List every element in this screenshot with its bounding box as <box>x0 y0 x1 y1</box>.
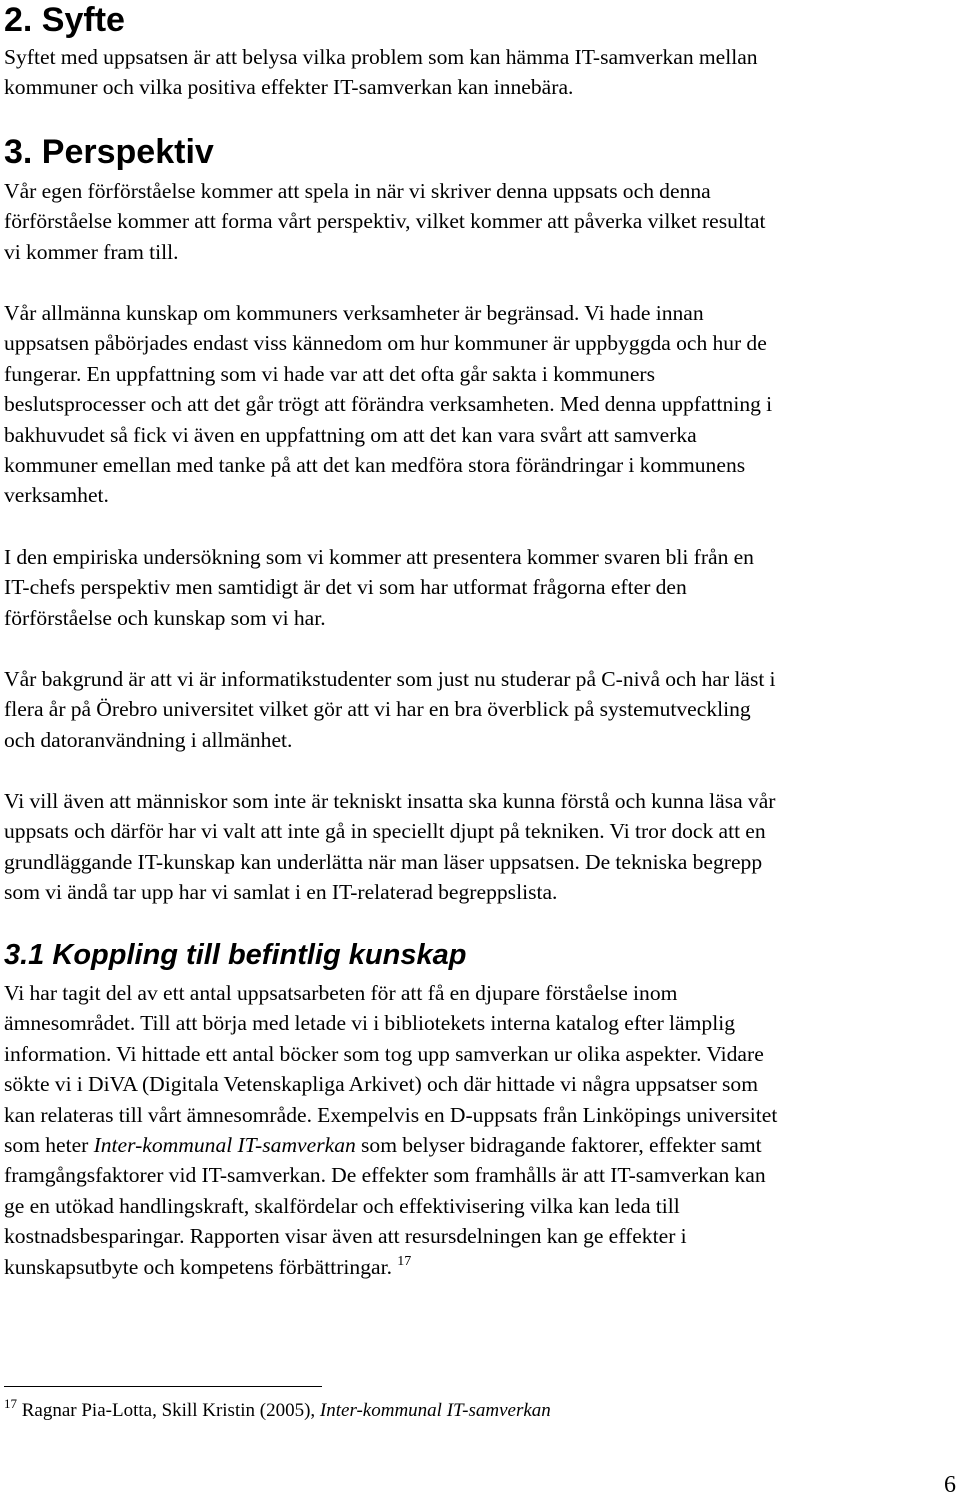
footnote-italic-title: Inter-kommunal IT-samverkan <box>319 1400 551 1421</box>
text-line: beslutsprocesser och att det går trögt att förändra verksamheten. Med denna uppfattning i <box>4 392 773 417</box>
paragraph-perspektiv-5 <box>4 786 958 908</box>
text-segment: kunskapsutbyte och kompetens förbättringar. <box>4 1254 393 1279</box>
text-line: Syftet med uppsatsen är att belysa vilka problem som kan hämma IT-samverkan mellan <box>4 45 758 69</box>
text-line: information. Vi hittade ett antal böcker som tog upp samverkan ur olika aspekter. Vidare <box>4 1041 764 1066</box>
text-line: som vi ändå tar upp har vi samlat i en IT-relaterad begreppslista. <box>4 880 558 905</box>
paragraph-syfte <box>4 42 958 103</box>
paragraph-koppling <box>4 978 958 1282</box>
text-line: Vår allmänna kunskap om kommuners verksamheter är begränsad. Vi hade innan <box>4 301 704 325</box>
text-line: framgångsfaktorer vid IT-samverkan. De effekter som framhålls är att IT-samverkan kan <box>4 1163 766 1188</box>
text-line <box>4 1130 958 1160</box>
text-line: kommuner och vilka positiva effekter IT-samverkan kan innebära. <box>4 75 574 100</box>
text-line: fungerar. En uppfattning som vi hade var att det ofta går sakta i kommuners <box>4 361 656 386</box>
text-line: I den empiriska undersökning som vi kommer att presentera kommer svaren bli från en <box>4 545 754 569</box>
text-line: och datoranvändning i allmänhet. <box>4 727 293 752</box>
text-line <box>4 1252 958 1282</box>
text-line: uppsatsen påbörjades endast viss kännedom om hur kommuner är uppbyggda och hur de <box>4 331 767 356</box>
text-line: verksamhet. <box>4 483 109 508</box>
footnote-separator <box>4 1386 322 1387</box>
text-line: Vi vill även att människor som inte är tekniskt insatta ska kunna förstå och kunna läsa vår <box>4 789 776 813</box>
text-line: kostnadsbesparingar. Rapporten visar även att resursdelningen kan ge effekter i <box>4 1224 687 1249</box>
text-line: grundläggande IT-kunskap kan underlätta när man läser uppsatsen. De tekniska begrepp <box>4 849 763 874</box>
italic-title: Inter-kommunal IT-samverkan <box>93 1133 356 1158</box>
footnote <box>4 1398 551 1424</box>
paragraph-perspektiv-3 <box>4 542 958 633</box>
heading-perspektiv: 3. Perspektiv <box>4 133 214 171</box>
heading-syfte: 2. Syfte <box>4 1 125 39</box>
text-line: ge en utökad handlingskraft, skalfördelar och effektivisering vilka kan leda till <box>4 1193 680 1218</box>
footnote-number: 17 <box>4 1396 17 1411</box>
page-number: 6 <box>944 1472 956 1498</box>
text-line: Vi har tagit del av ett antal uppsatsarbeten för att få en djupare förståelse inom <box>4 981 678 1005</box>
text-line: Vår egen förförståelse kommer att spela in när vi skriver denna uppsats och denna <box>4 179 711 203</box>
paragraph-perspektiv-1 <box>4 176 958 267</box>
text-line: uppsats och därför har vi valt att inte gå in speciellt djupt på tekniken. Vi tror dock att en <box>4 819 766 844</box>
text-line: Vår bakgrund är att vi är informatikstudenter som just nu studerar på C-nivå och har läst i <box>4 667 776 691</box>
text-line: sökte vi i DiVA (Digitala Vetenskapliga Arkivet) och där hittade vi några uppsatser som <box>4 1072 759 1097</box>
text-segment: som belyser bidragande faktorer, effekter samt <box>355 1133 762 1158</box>
text-line: vi kommer fram till. <box>4 239 179 264</box>
text-line: ämnesområdet. Till att börja med letade vi i bibliotekets interna katalog efter lämplig <box>4 1011 735 1036</box>
text-line: kan relateras till vårt ämnesområde. Exempelvis en D-uppsats från Linköpings universitet <box>4 1102 778 1127</box>
text-line: IT-chefs perspektiv men samtidigt är det vi som har utformat frågorna efter den <box>4 575 687 600</box>
paragraph-perspektiv-4 <box>4 664 958 755</box>
text-line: kommuner emellan med tanke på att det kan medföra stora förändringar i kommunens <box>4 453 746 478</box>
text-line: förförståelse kommer att forma vårt perspektiv, vilket kommer att påverka vilket resultat <box>4 209 766 234</box>
text-line: förförståelse och kunskap som vi har. <box>4 605 326 630</box>
heading-koppling: 3.1 Koppling till befintlig kunskap <box>4 939 467 971</box>
text-line: flera år på Örebro universitet vilket gör att vi har en bra överblick på systemutveckling <box>4 697 751 722</box>
footnote-reference[interactable]: 17 <box>397 1253 412 1269</box>
paragraph-perspektiv-2 <box>4 298 958 511</box>
footnote-text: Ragnar Pia-Lotta, Skill Kristin (2005), <box>17 1400 320 1421</box>
text-segment: som heter <box>4 1133 94 1158</box>
text-line: bakhuvudet så fick vi även en uppfattning om att det kan vara svårt att samverka <box>4 422 697 447</box>
